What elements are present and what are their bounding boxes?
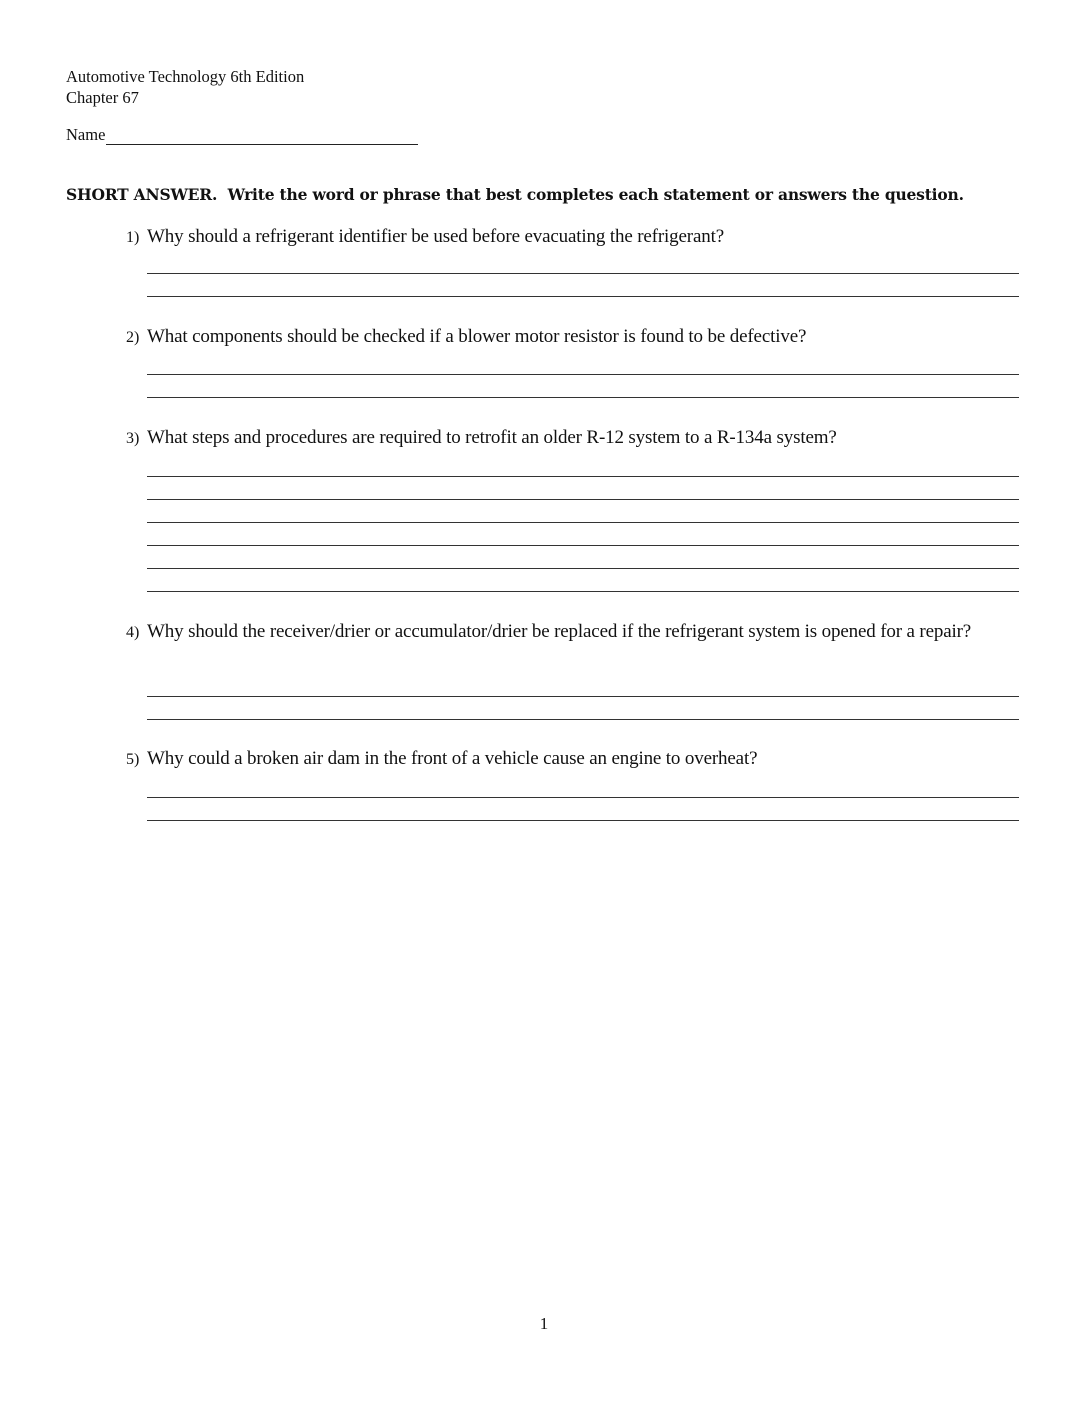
question-text: Why could a broken air dam in the front of a vehicle cause an engine to overheat? <box>147 748 758 769</box>
name-row <box>66 124 418 145</box>
name-field[interactable] <box>106 125 418 145</box>
answer-line[interactable] <box>147 820 1019 821</box>
chapter-label: Chapter 67 <box>66 88 139 107</box>
question-number: 5) <box>126 751 140 768</box>
instructions <box>66 185 964 205</box>
answer-line[interactable] <box>147 696 1019 697</box>
answer-line[interactable] <box>147 719 1019 720</box>
answer-line[interactable] <box>147 499 1019 500</box>
question-2 <box>126 323 1026 352</box>
question-4 <box>126 618 1026 647</box>
question-3 <box>126 424 1026 453</box>
answer-line[interactable] <box>147 591 1019 592</box>
question-5 <box>126 745 1026 774</box>
instructions-text: Write the word or phrase that best completes each statement or answers the question. <box>227 185 964 204</box>
answer-line[interactable] <box>147 374 1019 375</box>
question-number: 3) <box>126 430 140 447</box>
answer-line[interactable] <box>147 397 1019 398</box>
question-number: 4) <box>126 624 140 641</box>
instructions-lead: SHORT ANSWER. <box>66 185 218 204</box>
answer-line[interactable] <box>147 296 1019 297</box>
name-label: Name <box>66 125 106 144</box>
answer-line[interactable] <box>147 273 1019 274</box>
page-header <box>66 66 304 108</box>
answer-line[interactable] <box>147 522 1019 523</box>
answer-line[interactable] <box>147 545 1019 546</box>
question-text: What steps and procedures are required to retrofit an older R-12 system to a R-134a system? <box>147 427 837 448</box>
question-text: Why should a refrigerant identifier be used before evacuating the refrigerant? <box>147 226 725 247</box>
answer-line[interactable] <box>147 568 1019 569</box>
page-number: 1 <box>539 1314 549 1333</box>
book-title: Automotive Technology 6th Edition <box>66 67 305 86</box>
question-text: What components should be checked if a blower motor resistor is found to be defective? <box>147 326 807 347</box>
question-1 <box>126 223 1026 252</box>
question-number: 2) <box>126 329 140 346</box>
question-number: 1) <box>126 229 140 246</box>
answer-line[interactable] <box>147 797 1019 798</box>
answer-line[interactable] <box>147 476 1019 477</box>
question-text: Why should the receiver/drier or accumulator/drier be replaced if the refrigerant system is opened for a repair? <box>147 621 972 642</box>
